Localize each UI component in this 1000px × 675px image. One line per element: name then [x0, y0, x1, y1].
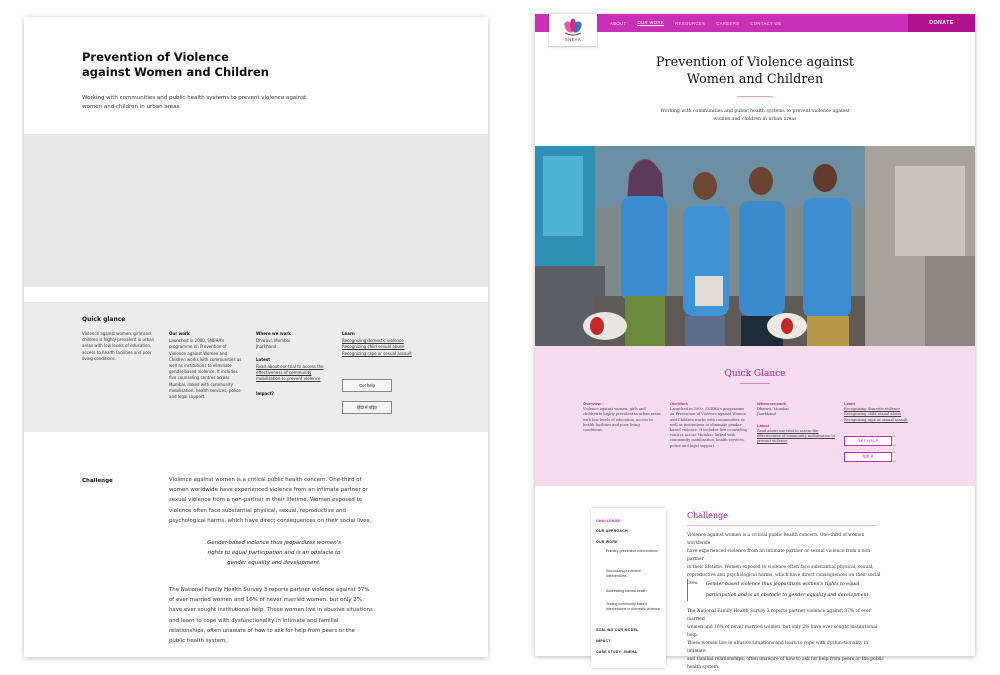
- text-line: The National Family Health Survey 3 reports partner violence against 37% of ever married: [687, 609, 871, 622]
- text-line: of ever married women and 16% of never married women, but only 2%: [169, 597, 362, 604]
- learn-column: [342, 331, 434, 357]
- text-line: children is highly prevalent in urban areas: [583, 412, 661, 417]
- latest-link[interactable]: prevent violence: [757, 439, 788, 444]
- get-help-button[interactable]: Get help: [342, 379, 392, 392]
- sidebar-subitem[interactable]: Secondary-preventive interventions: [606, 569, 641, 578]
- text-line: Violence against women is a critical public health concern. One-third of women worldwide: [687, 533, 865, 546]
- text-line: areas with low levels of education,: [82, 343, 152, 349]
- sidebar-subitem[interactable]: Addressing mental health: [606, 589, 647, 593]
- nav-about[interactable]: ABOUT: [610, 20, 627, 26]
- learn-link[interactable]: Recognizing domestic violence: [342, 338, 404, 344]
- latest-heading: Latest: [256, 356, 271, 362]
- text-line: reproductive and psychological harms, which have direct consequences on their social: [687, 573, 881, 578]
- text-line: five counseling centres across: [169, 375, 230, 381]
- text-line: These women live in abusive situations and learn to cope with dysfunctionality in intimate: [687, 641, 869, 654]
- text-line: Violence against Women and: [169, 350, 228, 356]
- hero-photo: [535, 146, 975, 346]
- nav-our-work[interactable]: OUR WORK: [637, 20, 665, 25]
- text-line: and learn to cope with dysfunctionality in intimate and familial: [169, 617, 339, 624]
- nav-contact-us[interactable]: CONTACT US: [750, 20, 782, 26]
- text-line: access to health facilities and poor: [82, 349, 152, 355]
- lotus-logo-icon: [549, 14, 597, 38]
- text-line: rights to equal participation and is an obstacle to: [207, 550, 341, 557]
- text-line: based violence. It includes five counseling: [670, 428, 747, 433]
- subtitle-line: women and children in urban areas: [713, 116, 797, 122]
- title-divider: [737, 96, 773, 97]
- text-line: Gender-based violence thus jeopardizes women's: [207, 540, 341, 546]
- title-line: Women and Children: [686, 71, 824, 87]
- sidebar-item-approach[interactable]: OUR APPROACH: [596, 529, 628, 533]
- latest-link[interactable]: mobilisation to prevent violence: [256, 376, 321, 382]
- hero-image-placeholder: [24, 134, 488, 287]
- text-line: Dharavi, Mumbai: [256, 338, 291, 344]
- hindi-button[interactable]: हिंदी में पढ़िए: [342, 401, 392, 414]
- where-we-work-column: [256, 331, 336, 399]
- impact-heading: Impact?: [256, 391, 274, 397]
- sidebar-subitem[interactable]: Testing community-based interventions to domestic violence: [606, 602, 660, 611]
- text-line: sexual violence from a non-partner in their lifetime. Women exposed to: [169, 497, 362, 504]
- column-heading: Our Work: [670, 401, 689, 406]
- learn-link[interactable]: Recognizing domestic violence: [844, 407, 901, 412]
- text-line: Dharavi, Mumbai: [757, 407, 789, 412]
- learn-link[interactable]: Recognizing rape or sexual assault: [342, 350, 412, 356]
- page-title: [625, 55, 885, 88]
- text-line: Launched in 2000, SNEHA's: [169, 338, 225, 344]
- text-line: police and legal support.: [670, 443, 716, 448]
- page-subtitle: [82, 94, 332, 111]
- sidebar-item-impact[interactable]: IMPACT: [596, 639, 611, 643]
- latest-heading: Latest: [757, 422, 769, 428]
- pull-quote: [687, 579, 887, 601]
- wireframe-page: [24, 17, 488, 657]
- column-heading: Learn: [844, 401, 855, 406]
- text-line: and legal support.: [169, 394, 206, 400]
- challenge-heading: Challenge: [687, 511, 728, 520]
- text-line: Launched in 2000, SNEHA's programme: [670, 407, 745, 412]
- nfhs-paragraph: [169, 585, 374, 646]
- text-line: Violence against women, girls and: [583, 407, 646, 412]
- text-line: lives.: [687, 581, 699, 586]
- sidebar-item-case-study[interactable]: CASE STUDY: SNEHA: [596, 650, 638, 654]
- text-line: The National Family Health Survey 3 reports partner violence against 37%: [169, 587, 370, 593]
- design-page: [535, 14, 975, 670]
- section-sidebar-nav: [591, 508, 666, 668]
- column-heading: Learn: [342, 331, 355, 336]
- latest-link[interactable]: effectiveness of community mobilisation to: [757, 434, 835, 439]
- nav-careers[interactable]: CAREERS: [716, 20, 740, 26]
- sneha-logo[interactable]: [549, 14, 597, 46]
- sidebar-item-scaling[interactable]: SCALING OUR MODEL: [596, 628, 639, 632]
- quick-glance-divider: [740, 383, 770, 384]
- text-line: Jharkhand: [256, 344, 277, 350]
- where-we-work-column: [757, 401, 839, 444]
- page-title: [82, 50, 342, 80]
- text-line: in their lifetime. Women exposed to violence often face substantial physical, sexual,: [687, 565, 874, 570]
- text-line: women and 16% of never married women, but only 2% have ever sought institutional help.: [687, 625, 878, 638]
- learn-link[interactable]: Recognizing rape or sexual assault: [844, 417, 908, 422]
- title-line: Prevention of Violence: [82, 50, 229, 64]
- text-line: Gender-based violence thus jeopardizes women's rights to equal: [706, 582, 860, 587]
- get-help-button[interactable]: GET HELP: [844, 436, 892, 446]
- sidebar-item-our-work[interactable]: OUR WORK: [596, 540, 618, 544]
- nfhs-paragraph: [687, 608, 887, 672]
- text-line: living conditions.: [82, 355, 116, 361]
- text-line: well as institutions to eliminate: [169, 363, 232, 369]
- sidebar-subitem[interactable]: Primary-preventive interventions: [606, 549, 658, 553]
- subtitle-line: women and children in urban areas: [82, 103, 180, 110]
- subtitle-line: Working with communities and public health systems to prevent violence against: [82, 95, 307, 101]
- overview-column: [583, 401, 663, 433]
- text-line: community mobilisation, health services,: [670, 438, 745, 443]
- title-line: Prevention of Violence against: [655, 55, 855, 70]
- quick-glance-section: [24, 302, 488, 432]
- text-line: public health system.: [169, 638, 227, 645]
- learn-link[interactable]: Recognizing child sexual abuse: [844, 412, 902, 417]
- text-line: and familial relationships, often unaware of how to ask for help from peers or the public: [687, 657, 884, 662]
- column-heading: Overview: [583, 401, 601, 406]
- learn-column: [844, 401, 934, 423]
- overview-column: [82, 331, 160, 362]
- nav-links: [610, 14, 781, 32]
- column-heading: Our work: [169, 331, 190, 336]
- learn-link[interactable]: Recognizing child sexual abuse: [342, 344, 405, 350]
- hero-photo-illustration: [535, 146, 975, 346]
- text-line: Jharkhand: [757, 412, 776, 417]
- challenge-paragraph: [169, 475, 374, 526]
- challenge-heading: Challenge: [82, 478, 113, 484]
- text-line: Children works with communities as: [169, 356, 242, 362]
- text-line: relationships, often unaware of how to ask for help from peers or the: [169, 627, 355, 634]
- column-heading: Where we work: [757, 401, 787, 406]
- text-line: and Children works with communities as: [670, 417, 745, 422]
- text-line: women worldwide have experienced violence from an intimate partner or: [169, 487, 368, 494]
- text-line: Violence against women, girls and: [82, 331, 151, 336]
- subtitle-line: Working with communities and public health systems to prevent violence against: [660, 109, 850, 114]
- sidebar-item-challenge[interactable]: CHALLENGE: [596, 519, 621, 523]
- text-line: programme on Prevention of: [169, 344, 227, 350]
- quick-glance-section: [535, 346, 975, 486]
- text-line: Violence against women is a critical public health concern. One-third of: [169, 477, 362, 483]
- title-line: against Women and Children: [82, 65, 269, 79]
- text-line: health facilities and poor living: [583, 422, 640, 427]
- quick-glance-title: Quick glance: [82, 316, 126, 323]
- text-line: have ever sought institutional help. These women live in abusive situations: [169, 607, 373, 614]
- logo-text: SNEHA: [565, 37, 581, 42]
- text-line: psychological harms, which have direct consequences on their social lives.: [169, 517, 372, 524]
- text-line: centres across Mumbai, linked with: [670, 433, 736, 438]
- text-line: participation and is an obstacle to gender equality and development.: [706, 593, 870, 598]
- donate-button[interactable]: DONATE: [908, 14, 975, 32]
- text-line: conditions.: [583, 428, 603, 433]
- pull-quote: [200, 538, 348, 569]
- page-subtitle: [660, 108, 850, 124]
- latest-link[interactable]: Read about our trial to assess the: [757, 428, 819, 433]
- our-work-column: [670, 401, 752, 449]
- challenge-divider: [687, 525, 877, 526]
- hindi-button[interactable]: हिंदी में: [844, 452, 892, 462]
- text-line: mobilisation, health services, police: [169, 387, 241, 393]
- text-line: with low levels of education, access to: [583, 417, 653, 422]
- text-line: violence often face substantial physical, sexual, reproductive and: [169, 507, 346, 514]
- text-line: gender equality and development.: [227, 560, 321, 567]
- latest-link[interactable]: Read about our trial to assess the: [256, 363, 324, 369]
- column-heading: Where we work: [256, 331, 291, 336]
- our-work-column: [169, 331, 249, 400]
- text-line: children is highly prevalent in urban: [82, 337, 155, 343]
- nav-resources[interactable]: RESOURCES: [675, 20, 706, 26]
- quick-glance-title: Quick Glance: [724, 369, 786, 379]
- text-line: well as institutions to eliminate gender-: [670, 422, 743, 427]
- text-line: Mumbai, linked with community: [169, 381, 234, 387]
- latest-link[interactable]: effectiveness of community: [256, 370, 312, 376]
- text-line: have experienced violence from an intimate partner or sexual violence from a non-partner: [687, 549, 872, 562]
- top-nav-bar: [535, 14, 975, 32]
- text-line: on Prevention of Violence against Women: [670, 412, 746, 417]
- text-line: health system.: [687, 665, 720, 670]
- text-line: gender-based violence. It includes: [169, 369, 238, 375]
